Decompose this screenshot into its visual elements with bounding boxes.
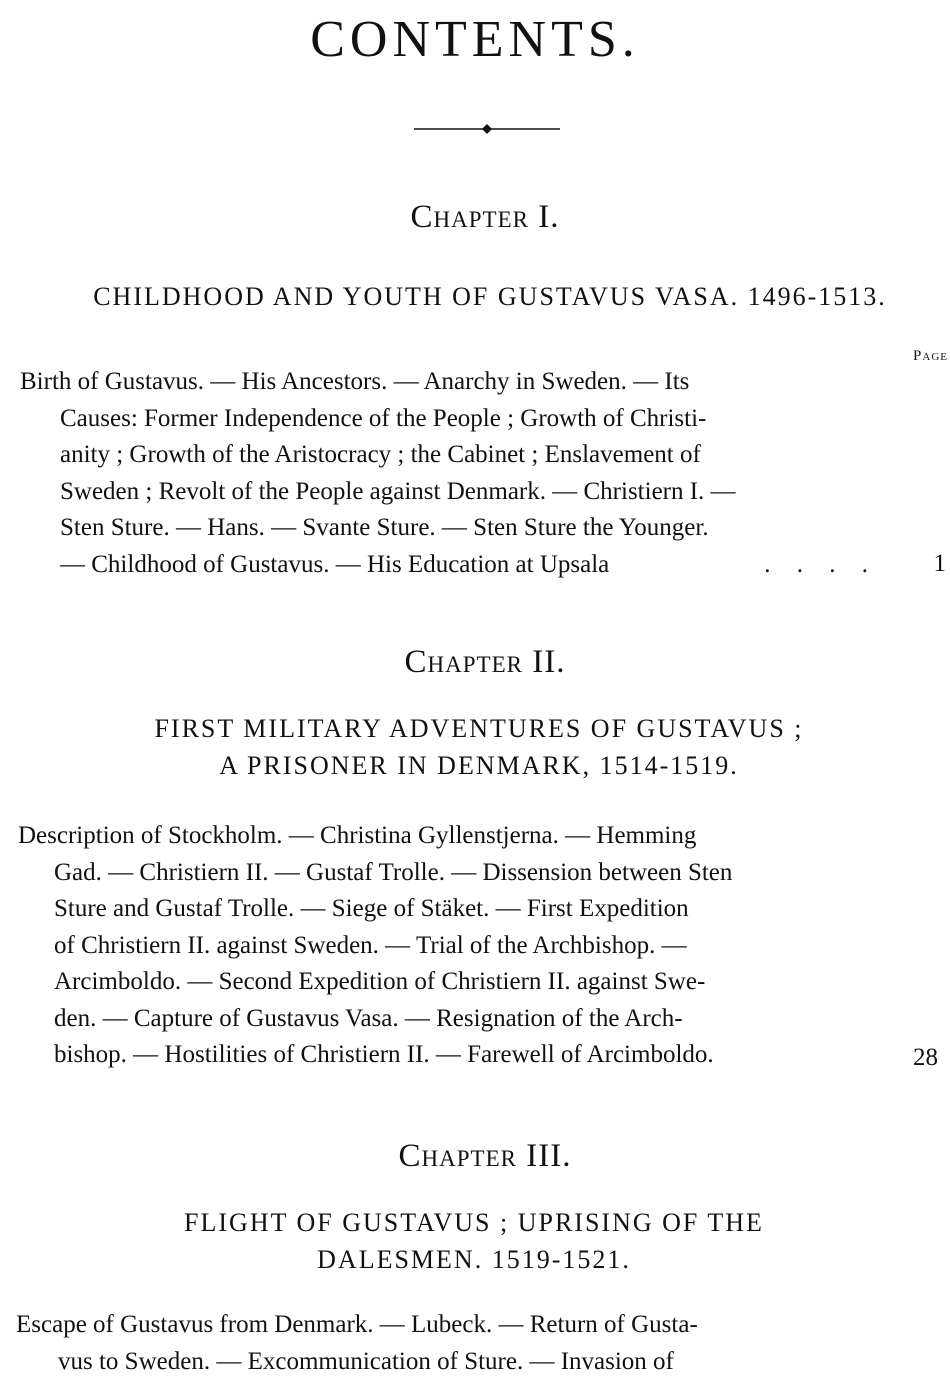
entry-line: Sweden ; Revolt of the People against Denmark. — Christiern I. — [60, 477, 736, 505]
chapter-1-heading: Chapter I. [410, 199, 560, 235]
chapter-2-heading: Chapter II. [404, 644, 566, 680]
chapter-3-entry [16, 1307, 868, 1380]
chapter-2-title [0, 710, 950, 784]
entry-line: Arcimboldo. — Second Expedition of Christiern II. against Swe- [54, 968, 706, 995]
entry-line: of Christiern II. against Sweden. — Trial of the Archbishop. — [54, 931, 687, 959]
page-title: CONTENTS. [310, 11, 640, 68]
chapter-1-title-line: CHILDHOOD AND YOUTH OF GUSTAVUS VASA. 1496-1513. [93, 282, 887, 311]
entry-line: Sture and Gustaf Trolle. — Siege of Stäket. — First Expedition [54, 895, 689, 922]
chapter-2-entry [18, 818, 874, 1074]
entry-line: Escape of Gustavus from Denmark. — Lubeck. — Return of Gusta- [16, 1311, 698, 1338]
page-column-label: Page [913, 348, 948, 364]
divider-ornament [412, 122, 562, 136]
entry-line: — Childhood of Gustavus. — His Education at Upsala [60, 550, 610, 578]
entry-line: Sten Sture. — Hans. — Svante Sture. — Sten Sture the Younger. [60, 514, 709, 541]
chapter-3-title [0, 1204, 948, 1278]
entry-line: bishop. — Hostilities of Christiern II. — Farewell of Arcimboldo. [54, 1041, 714, 1068]
entry-line: Gad. — Christiern II. — Gustaf Trolle. — Dissension between Sten [54, 858, 733, 886]
chapter-3-title-line: FLIGHT OF GUSTAVUS ; UPRISING OF THE [184, 1208, 764, 1237]
chapter-3-title-line: DALESMEN. 1519-1521. [317, 1245, 631, 1274]
entry-last-line [20, 547, 878, 584]
entry-line: Causes: Former Independence of the People ; Growth of Christi- [60, 404, 707, 432]
chapter-3-heading: Chapter III. [398, 1138, 572, 1174]
entry-line: Birth of Gustavus. — His Ancestors. — Anarchy in Sweden. — Its [20, 368, 690, 395]
chapter-2-title-line: FIRST MILITARY ADVENTURES OF GUSTAVUS ; [154, 714, 804, 743]
chapter-2-page-number: 28 [913, 1044, 938, 1071]
entry-line: den. — Capture of Gustavus Vasa. — Resignation of the Arch- [54, 1004, 683, 1032]
chapter-2-title-line: A PRISONER IN DENMARK, 1514-1519. [219, 751, 739, 780]
entry-line: vus to Sweden. — Excommunication of Sture. — Invasion of [58, 1347, 674, 1375]
chapter-1-page-number: 1 [933, 550, 946, 577]
dot-leaders: . . . . [764, 550, 878, 578]
entry-line: anity ; Growth of the Aristocracy ; the Cabinet ; Enslavement of [60, 441, 701, 468]
chapter-1-entry [20, 364, 878, 583]
entry-line: Description of Stockholm. — Christina Gyllenstjerna. — Hemming [18, 822, 697, 849]
chapter-1-title [0, 278, 950, 315]
